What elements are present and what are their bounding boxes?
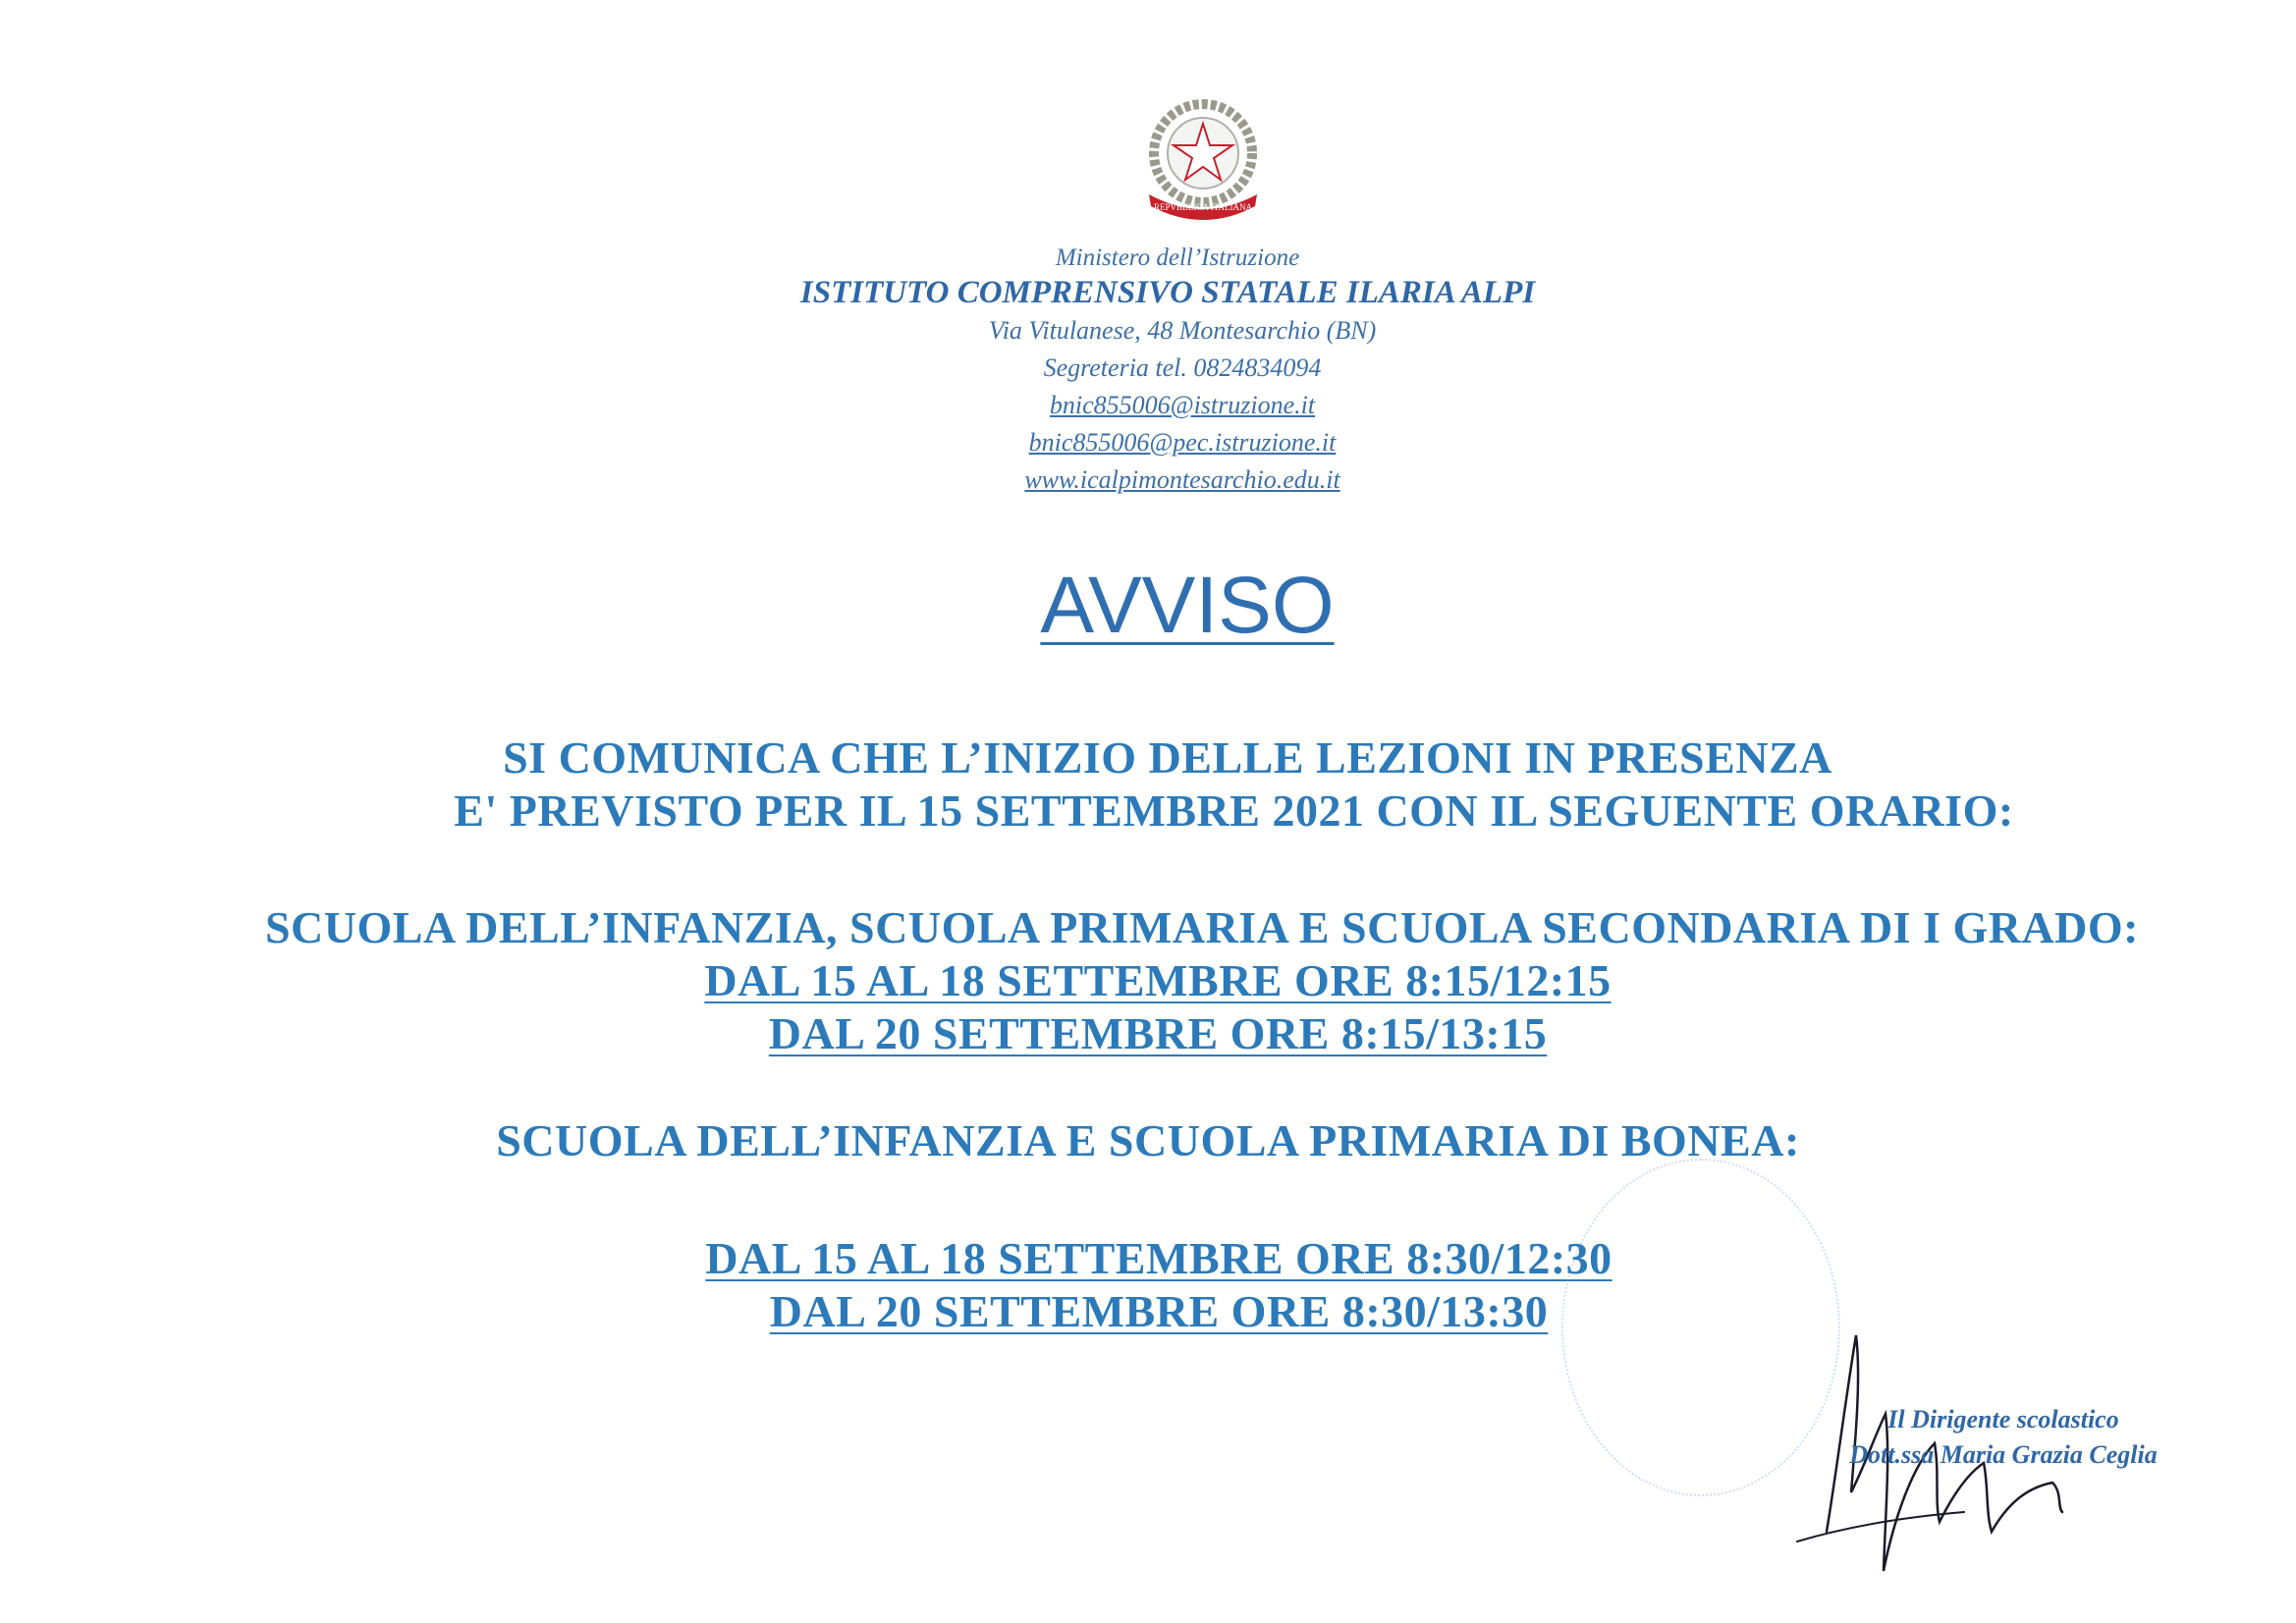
announcement-line-2: E' PREVISTO PER IL 15 SETTEMBRE 2021 CON IL SEGUENTE ORARIO: [454,785,2014,836]
announcement [0,731,2296,838]
signatory-name: Dott.ssa Maria Grazia Ceglia [1849,1440,2158,1469]
letterhead [0,243,2296,499]
announcement-line-1: SI COMUNICA CHE L’INIZIO DELLE LEZIONI IN PRESENZA [503,732,1832,783]
notice-title: AVVISO [1040,561,1335,650]
institute-name: ISTITUTO COMPRENSIVO STATALE ILARIA ALPI [799,275,1536,310]
signatory-role: Il Dirigente scolastico [1887,1405,2119,1434]
schedule-heading: SCUOLA DELL’INFANZIA E SCUOLA PRIMARIA DI BONEA: [496,1115,1800,1165]
signatory [1787,1402,2219,1473]
pec-link[interactable]: bnic855006@pec.istruzione.it [1028,428,1337,457]
phone: Segreteria tel. 0824834094 [1043,353,1322,382]
schedule-line: DAL 15 AL 18 SETTEMBRE ORE 8:15/12:15 [704,955,1612,1005]
website-link[interactable]: www.icalpimontesarchio.edu.it [1024,465,1340,494]
email-link[interactable]: bnic855006@istruzione.it [1049,391,1316,419]
emblem-ribbon-text: REPVBBLICA ITALIANA [1153,202,1253,212]
ministry-name: Ministero dell’Istruzione [1055,244,1300,271]
schedule-section-main [0,901,2296,1060]
schedule-line: DAL 20 SETTEMBRE ORE 8:15/13:15 [768,1008,1548,1058]
schedule-line: DAL 15 AL 18 SETTEMBRE ORE 8:30/12:30 [705,1233,1613,1283]
schedule-heading: SCUOLA DELL’INFANZIA, SCUOLA PRIMARIA E SCUOLA SECONDARIA DI I GRADO: [264,902,2140,952]
address: Via Vitulanese, 48 Montesarchio (BN) [988,316,1377,345]
schedule-line: DAL 20 SETTEMBRE ORE 8:30/13:30 [769,1286,1549,1336]
schedule-section-bonea-heading [0,1114,2296,1167]
republic-emblem-icon [1129,86,1277,234]
